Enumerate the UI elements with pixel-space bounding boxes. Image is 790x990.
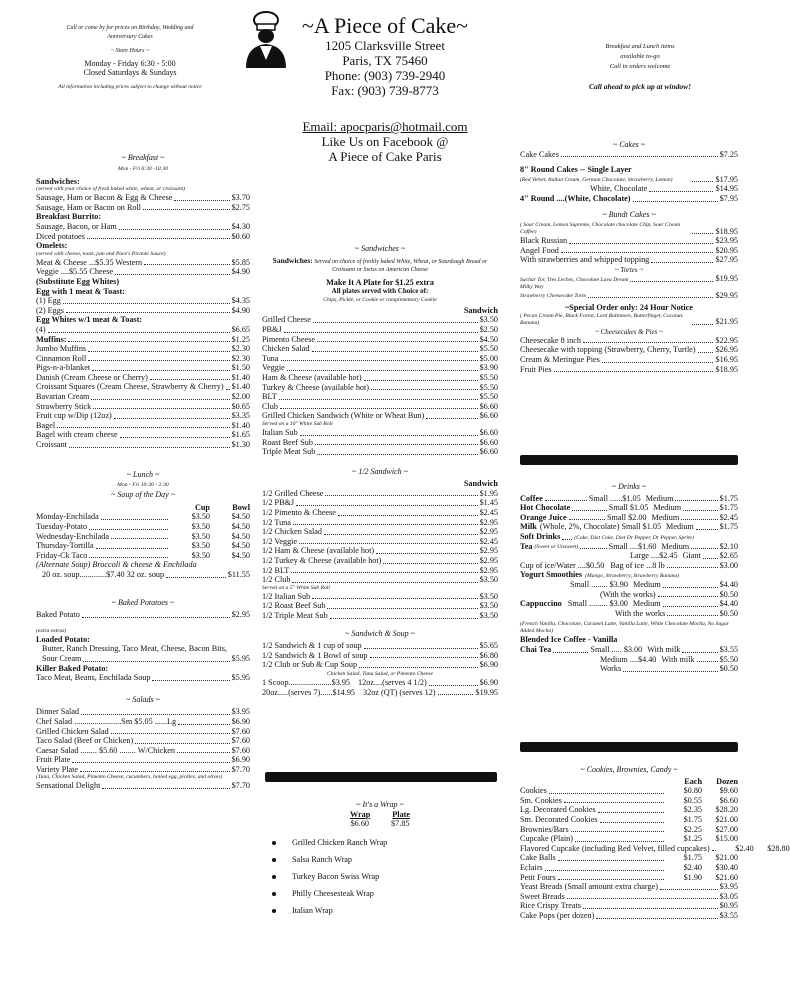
- menu-item: Ham & Cheese (available hot) $5.50: [262, 372, 498, 382]
- wrap-item: Italian Wrap: [272, 903, 498, 920]
- wrap-item: Philly Cheesesteak Wrap: [272, 886, 498, 903]
- menu-item: Cake Pops (per dozen) $3.55: [520, 910, 738, 920]
- cookies-header: Each Dozen: [684, 776, 738, 786]
- yogurt-works: (With the works) $0.50: [600, 589, 738, 599]
- menu-item: Sausage, Ham or Bacon on Roll $2.75: [36, 202, 250, 212]
- menu-item: 1/2 Chicken Salad $2.95: [262, 527, 498, 537]
- menu-item: Cake Balls $1.75 $21.00: [520, 853, 738, 863]
- round-cakes-label: 8" Round Cakes -- Single Layer: [520, 165, 632, 175]
- menu-item: 1/2 Pimento & Cheese $2.45: [262, 508, 498, 518]
- drink-hot-chocolate: Hot Chocolate Small $1.05 Medium $1.75: [520, 503, 739, 513]
- cookies-section: [520, 765, 790, 921]
- menu-item: 4" Round ....(White, Chocolate) $7.95: [520, 193, 738, 203]
- make-it-plate: Make It A Plate for $1.25 extra: [326, 277, 434, 287]
- menu-item: Angel Food $20.95: [520, 245, 738, 255]
- menu-item: Bagel with cream cheese $1.65: [36, 430, 250, 440]
- menu-item: 1/2 Triple Meat Sub $3.50: [262, 611, 498, 620]
- drink-chai-medium: Medium ....$4.40 With milk $5.50: [600, 654, 738, 664]
- sandwich-soup-title: ~ Sandwich & Soup ~: [345, 628, 415, 638]
- menu-item: Cheesecake 8 inch $22.95: [520, 335, 738, 345]
- menu-item: Dinner Salad $3.95: [36, 707, 250, 717]
- intro-line-1: Call or come by for prices on Birthday, Wedding and: [66, 25, 194, 31]
- street-address: 1205 Clarksville Street: [325, 38, 445, 53]
- cheesecakes-title: ~ Cheesecakes & Pies ~: [595, 327, 663, 336]
- omelets-label: Omelets:: [36, 241, 68, 251]
- menu-item: Croissant $1.30: [36, 440, 250, 450]
- drinks-title: ~ Drinks ~: [611, 482, 647, 491]
- wrap-item: Grilled Chicken Ranch Wrap: [272, 835, 498, 852]
- alternate-soup: (Alternate Soup) Broccoli & cheese & Enchilada: [36, 560, 197, 570]
- drink-tea: Tea (Sweet or Unsweet) Small ....$1.60 Medium $2.10: [520, 541, 738, 551]
- loaded-desc-1: Butter, Ranch Dressing, Taco Meat, Cheese, Bacon Bits,: [42, 644, 227, 654]
- menu-item: Fruit Plate $6.90: [36, 755, 250, 765]
- sandwiches-note: (served with your choice of fresh baked white, wheat, or croissant): [36, 186, 186, 193]
- menu-item: Thursday-Tortilla $3.50 $4.50: [36, 541, 250, 551]
- menu-item: Sm. Decorated Cookies $1.75 $21.00: [520, 814, 738, 824]
- wraps-section: [262, 800, 498, 920]
- menu-item: Lg. Decorated Cookies $2.35 $28.20: [520, 805, 738, 815]
- menu-item: Petit Fours $1.90 $21.60: [520, 872, 738, 882]
- menu-item: Sausage, Ham or Bacon & Egg & Cheese $3.70: [36, 193, 250, 203]
- plate-sub: All plates served with Choice of:: [331, 287, 429, 296]
- top-right-info: [555, 42, 725, 92]
- menu-item: Chicken Salad $5.50: [262, 344, 498, 354]
- menu-item: White, Chocolate $14.95: [590, 184, 738, 194]
- facebook-line-1: Like Us on Facebook @: [321, 134, 449, 149]
- sub-egg-whites: (Substitute Egg Whites): [36, 276, 120, 286]
- plate-sub2: Chips, Pickle, or Cookie or complimentary Cookie: [323, 296, 437, 303]
- menu-item: Jumbo Muffins $2.30: [36, 344, 250, 354]
- menu-item: Italian Sub $6.60: [262, 427, 498, 437]
- drink-cappuccino: Cappuccino Small ......... $3.00 Medium $4.40: [520, 599, 738, 609]
- menu-item: Grilled Chicken Salad $7.60: [36, 726, 250, 736]
- menu-item: Monday-Enchilada $3.50 $4.50: [36, 512, 250, 522]
- menu-item: Club $6.60: [262, 401, 498, 411]
- drink-ice: Cup of ice/Water ....$0.50 Bag of ice ...8 lb $3.00: [520, 560, 738, 570]
- phone-number: Phone: (903) 739-2940: [324, 68, 446, 83]
- togo-line-2: available to-go: [620, 53, 660, 60]
- menu-item: Pimento Cheese $4.50: [262, 334, 498, 344]
- restaurant-title: ~A Piece of Cake~: [301, 13, 469, 38]
- variety-note: (Tuna, Chicken Salad, Pimento Cheese, cucumbers, boiled egg, pickles, and olives): [36, 774, 223, 781]
- menu-item: 1/2 Turkey & Cheese (available hot) $2.95: [262, 556, 498, 566]
- wraps-prices: $6.60 $7.85: [350, 819, 410, 829]
- menu-item: Triple Meat Sub $6.60: [262, 447, 498, 457]
- bulk-row-2: 20oz.....(serves 7)......$14.95 32oz (QT) (serves 12) $19.95: [262, 687, 498, 697]
- lunch-time: Mon - Fri 10:30 - 2:30: [117, 482, 169, 489]
- menu-item: Variety Plate $7.70: [36, 764, 250, 774]
- menu-item: Sm. Cookies $0.55 $6.60: [520, 795, 738, 805]
- sandwich-col-header: Sandwich: [463, 305, 498, 315]
- lunch-title: ~ Lunch ~: [126, 469, 160, 479]
- bulk-row-1: 1 Scoop.....................$3.95 12oz....(serves 4 1/2) $6.90: [262, 677, 498, 687]
- menu-item: Friday-Ck Taco $3.50 $4.50: [36, 550, 250, 560]
- togo-line-3: Call in orders welcome: [609, 63, 671, 70]
- menu-item: 1/2 BLT $2.95: [262, 565, 498, 575]
- half-sandwich-title: ~ 1/2 Sandwich ~: [352, 466, 408, 476]
- breakfast-title: ~ Breakfast ~: [121, 153, 165, 162]
- burrito-label: Breakfast Burrito:: [36, 212, 102, 222]
- city-address: Paris, TX 75460: [342, 53, 428, 68]
- divider-bar-right-1: [520, 455, 738, 465]
- menu-item: Diced potatoes $0.60: [36, 231, 250, 241]
- killer-row: Taco Meat, Beans, Enchilada Soup $5.95: [36, 673, 250, 683]
- intro-line-2: Anniversary Cakes: [107, 34, 153, 40]
- wraps-title: ~ It's a Wrap ~: [356, 800, 404, 809]
- tortes-title: ~ Tortes ~: [614, 265, 644, 274]
- egg-label: Egg with 1 meat & Toast:: [36, 286, 125, 296]
- menu-item: Flavored Cupcake (including Red Velvet, filled cupcakes) $2.40 $28.80: [520, 843, 790, 853]
- baked-potatoes-title: ~ Baked Potatoes ~: [111, 597, 175, 607]
- menu-item: Turkey & Cheese (available hot) $5.50: [262, 382, 498, 392]
- bullet-icon: [272, 892, 276, 896]
- menu-item: Strawberry Cheesecake Torte $29.95: [520, 290, 738, 300]
- hours-weekday: Monday - Friday 6:30 - 5:00: [84, 59, 176, 68]
- cakes-title: ~ Cakes ~: [612, 140, 646, 149]
- killer-label: Killer Baked Potato:: [36, 663, 109, 673]
- menu-item: 1/2 Veggie $2.45: [262, 536, 498, 546]
- menu-item: 1/2 Italian Sub $3.50: [262, 591, 498, 601]
- middle-column: [262, 244, 498, 697]
- left-column: [36, 153, 250, 791]
- sandwiches-title: ~ Sandwiches ~: [354, 244, 406, 253]
- muffins-row: Muffins: $1.25: [36, 334, 250, 344]
- menu-item: Rice Crispy Treats $0.95: [520, 901, 738, 911]
- half-sub-note: Served on a 5" White Sub Roll: [262, 584, 330, 591]
- sandwiches-label: Sandwiches:: [36, 176, 80, 186]
- menu-item: Yeast Breads (Small amount extra charge) $3.95: [520, 882, 738, 892]
- cappuccino-works: With the works $0.50: [615, 608, 738, 618]
- drink-soft: Soft Drinks (Coke, Diet Coke, Diet Dr Pepper, Dr Pepper, Sprite): [520, 531, 694, 541]
- menu-item: Sensational Delight $7.70: [36, 781, 250, 791]
- bullet-icon: [272, 841, 276, 845]
- loaded-row: Sour Cream $5.95: [42, 653, 250, 663]
- menu-item: Tuesday-Potato $3.50 $4.50: [36, 522, 250, 531]
- menu-item: Sachar Tor, Tres Leches, Chocolate Lava Dream $19.95: [520, 273, 738, 283]
- bundt-title: ~ Bundt Cakes ~: [602, 209, 656, 219]
- top-left-info: [30, 24, 230, 92]
- menu-item: 1/2 Grilled Cheese $1.95: [262, 488, 498, 498]
- menu-item: Sweet Breads $3.05: [520, 891, 738, 901]
- menu-item: With strawberries and whipped topping $27.95: [520, 255, 738, 265]
- menu-item: Cinnamon Roll $2.30: [36, 353, 250, 363]
- drinks-section: [520, 482, 738, 674]
- soup-header: Cup Bowl: [194, 502, 250, 512]
- menu-item: Cupcake (Plain) $1.25 $15.00: [520, 834, 738, 844]
- menu-item: Fruit Pies $18.95: [520, 364, 738, 374]
- menu-item: 1/2 Sandwich & 1 Bowl of soup $6.80: [262, 650, 498, 660]
- menu-item: Tuna $5.00: [262, 353, 498, 363]
- menu-item: Sausage, Bacon, or Ham $4.30: [36, 221, 250, 231]
- menu-item: Meat & Cheese ...$5.35 Western $5.85: [36, 257, 250, 267]
- torte-milkyway: Milky Way: [520, 283, 544, 290]
- fax-number: Fax: (903) 739-8773: [331, 83, 439, 98]
- bulk-title: Chicken Salad, Tuna Salad, or Pimento Cheese: [327, 670, 433, 677]
- bullet-icon: [272, 909, 276, 913]
- facebook-line-2: A Piece of Cake Paris: [328, 149, 442, 164]
- breakfast-time: Mon - Fri 6:30 -10:30: [117, 165, 169, 172]
- soup-oz: 20 oz. soup.............$7.40 32 oz. soup $11.55: [42, 569, 250, 579]
- bundt-row: ( Sour Cream, Lemon Supreme, Chocolate chocolate Chip, Sour Cream Coffee) $18.95: [520, 222, 738, 236]
- hours-weekend: Closed Saturdays & Sundays: [83, 68, 177, 77]
- menu-item: Wednesday-Enchilada $3.50 $4.50: [36, 531, 250, 541]
- divider-bar-middle: [265, 772, 497, 782]
- menu-item: Cream & Meringue Pies $16.95: [520, 354, 738, 364]
- menu-item: Black Russian $23.95: [520, 236, 738, 246]
- drink-oj: Orange Juice Small $2.00 Medium $2.45: [520, 512, 738, 522]
- potato-note: (extra extras): [36, 627, 67, 634]
- drink-tea-large: Large ....$2.45 Giant $2.65: [630, 551, 738, 561]
- round-row: (Red Velvet, Italian Cream, German Chocolate, Strawberry, Lemon) $17.95: [520, 174, 738, 184]
- drink-chai-works: Works $0.50: [600, 664, 738, 674]
- menu-item: Fruit cup w/Dip (12oz) $3.35: [36, 411, 250, 421]
- menu-item: Cheesecake with topping (Strawberry, Cherry, Turtle) $26.95: [520, 345, 738, 355]
- menu-item: Pigs-n-a-blanket $1.50: [36, 363, 250, 373]
- menu-item: Caesar Salad ........ $5.60 ........ W/Chicken $7.60: [36, 745, 250, 755]
- cappuccino-flavors: (French Vanilla, Chocolate, Caramel Latte, Vanilla Latte, White Chocolate Mocha, No Sugar Added Mocha): [520, 621, 729, 635]
- store-hours-title: ~ Store Hours ~: [110, 48, 150, 54]
- menu-item: Taco Salad (Beef or Chicken) $7.60: [36, 736, 250, 746]
- wrap-item: Salsa Ranch Wrap: [272, 852, 498, 869]
- sub-note: Served on a 10" White Sub Roll: [262, 420, 333, 427]
- pickup-note: Call ahead to pick up at window!: [588, 82, 692, 91]
- special-order: ~Special Order only: 24 Hour Notice: [565, 303, 693, 313]
- menu-item: 1/2 Tuna $2.95: [262, 517, 498, 527]
- menu-item: 1/2 Sandwich & 1 cup of soup $5.65: [262, 641, 498, 651]
- menu-item: Bavarian Cream $2.00: [36, 392, 250, 402]
- menu-item: PB&J $2.50: [262, 324, 498, 334]
- menu-item: 1/2 Club or Sub & Cup Soup $6.90: [262, 660, 498, 670]
- divider-bar-right-2: [520, 742, 738, 752]
- half-col-header: Sandwich: [463, 479, 498, 489]
- menu-item: Cookies $0.80 $9.60: [520, 786, 738, 796]
- drink-yogurt: Yogurt Smoothies (Mango, Strawberry, Strawberry Banana): [520, 570, 680, 580]
- special-row: ( Pecan Cream Pie, Black Forest, Lord Baltimore, Butterfinger, Coconut, Banana) $21.95: [520, 312, 738, 327]
- drink-milk: Milk (Whole, 2%, Chocolate) Small $1.05 Medium $1.75: [520, 522, 738, 532]
- menu-item: Veggie $3.90: [262, 363, 498, 373]
- menu-item: Bagel $1.40: [36, 420, 250, 430]
- menu-item: 1/2 PB&J $1.45: [262, 498, 498, 508]
- sandwiches-intro: Sandwiches: Served on choice of freshly baked White, Wheat, or Sourdough Bread or Croissant or Swiss on American Cheese: [272, 255, 488, 273]
- chef-logo: [238, 10, 294, 70]
- menu-item: 1/2 Ham & Cheese (available hot) $2.95: [262, 546, 498, 556]
- menu-item: Grilled Chicken Sandwich (White or Wheat Bun) $6.60: [262, 411, 498, 421]
- drink-chai: Chai Tea Small ..... $3.00 With milk $3.55: [520, 644, 738, 654]
- egg-whites-label: Egg Whites w/1 meat & Toast:: [36, 315, 143, 325]
- price-note: All information including prices subject to change without notice: [58, 84, 202, 90]
- menu-item: 1/2 Roast Beef Sub $3.50: [262, 601, 498, 611]
- menu-item: Eclairs $2.40 $30.40: [520, 862, 738, 872]
- togo-line-1: Breakfast and Lunch items: [605, 43, 675, 50]
- menu-item: (2) Eggs $4.90: [36, 305, 250, 315]
- right-column: [520, 140, 738, 374]
- wrap-item: Turkey Bacon Swiss Wrap: [272, 869, 498, 886]
- menu-item: Danish (Cream Cheese or Cherry) $1.40: [36, 372, 250, 382]
- cookies-title: ~ Cookies, Brownies, Candy ~: [580, 765, 678, 774]
- bullet-icon: [272, 875, 276, 879]
- loaded-label: Loaded Potato:: [36, 634, 90, 644]
- menu-item: Croissant Squares (Cream Cheese, Strawberry & Cherry) $1.40: [36, 382, 251, 392]
- menu-item: Baked Potato $2.95: [36, 610, 250, 620]
- menu-item: Brownies/Bars $2.25 $27.00: [520, 824, 738, 834]
- yogurt-sizes: Small ........ $3.90 Medium $4.40: [570, 579, 738, 589]
- email-link[interactable]: Email: apocparis@hotmail.com: [302, 119, 468, 134]
- menu-item: Roast Beef Sub $6.60: [262, 437, 498, 447]
- menu-item: BLT $5.50: [262, 392, 498, 402]
- menu-item: Grilled Cheese $3.50: [262, 315, 498, 325]
- salads-title: ~ Salads ~: [126, 694, 160, 704]
- wraps-header: Wrap Plate: [349, 809, 411, 819]
- menu-item: (1) Egg $4.35: [36, 296, 250, 306]
- menu-item: (4) $6.65: [36, 324, 250, 334]
- soup-title: ~ Soup of the Day ~: [111, 490, 175, 500]
- drink-coffee: Coffee Small ......$1.05 Medium $1.75: [520, 493, 739, 503]
- bullet-icon: [272, 858, 276, 862]
- menu-item: Strawberry Stick $0.65: [36, 401, 250, 411]
- menu-item: Chef Salad .......................Sm $5.05 ......Lg $6.90: [36, 716, 250, 726]
- blended-coffee: Blended Ice Coffee - Vanilla: [520, 635, 618, 645]
- menu-item: Veggie ....$5.55 Cheese $4.90: [36, 267, 250, 277]
- omelets-note: (served with cheese, toast, jam and Pace's Picante Sauce): [36, 250, 166, 257]
- menu-item: Cake Cakes $7.25: [520, 149, 738, 159]
- menu-item: 1/2 Club $3.50: [262, 575, 498, 585]
